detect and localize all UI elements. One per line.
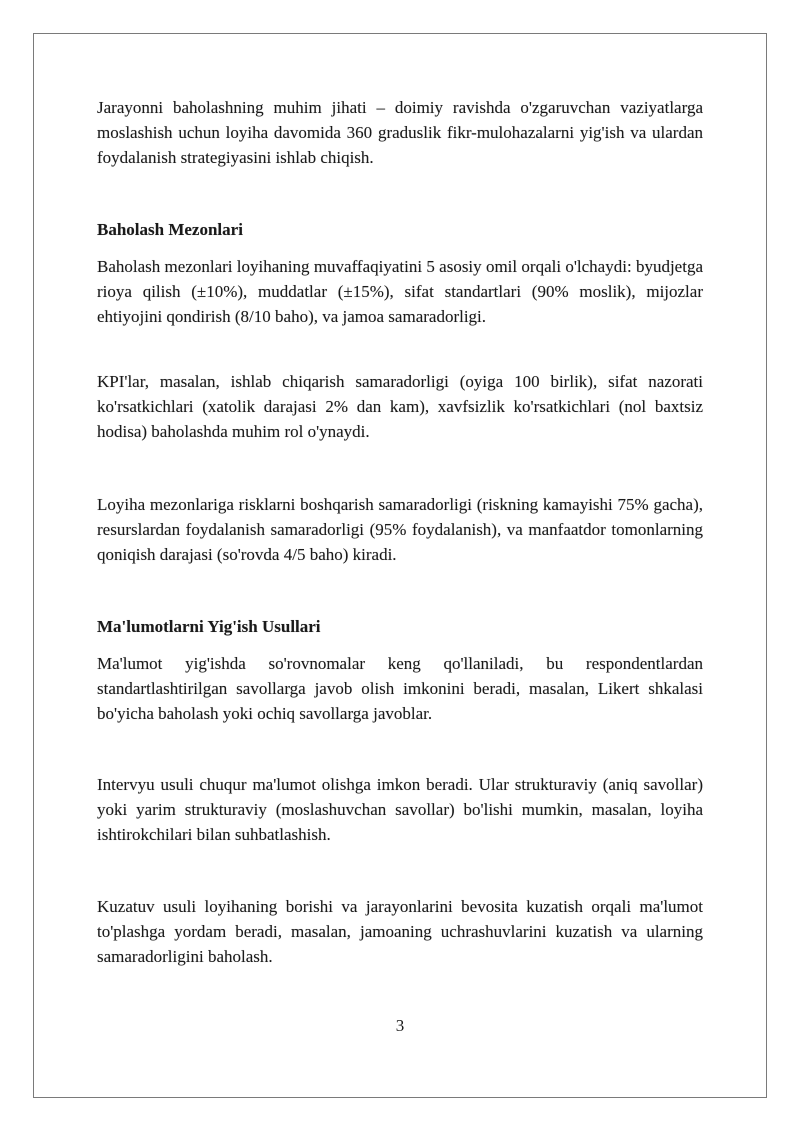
- paragraph-360-feedback: Jarayonni baholashning muhim jihati – doimiy ravishda o'zgaruvchan vaziyatlarga moslashish uchun loyiha davomida 360 graduslik fikr-mulohazalarni yig'ish va ulardan foydalanish strategiyasini ishlab chiqish.: [97, 98, 703, 167]
- page-content: [97, 95, 703, 969]
- paragraph-criteria: Baholash mezonlari loyihaning muvaffaqiyatini 5 asosiy omil orqali o'lchaydi: byudjetga rioya qilish (±10%), muddatlar (±15%), sifat standartlari (90% moslik), mijozlar ehtiyojini qondirish (8/10 baho), va jamoa samaradorligi.: [97, 257, 703, 326]
- paragraph-risk: Loyiha mezonlariga risklarni boshqarish samaradorligi (riskning kamayishi 75% gacha), resurslardan foydalanish samaradorligi (95% foydalanish), va manfaatdor tomonlarning qoniqish darajasi (so'rovda 4/5 baho) kiradi.: [97, 495, 703, 564]
- section-heading-evaluation-criteria: Baholash Mezonlari: [97, 220, 243, 239]
- paragraph-kpi: KPI'lar, masalan, ishlab chiqarish samaradorligi (oyiga 100 birlik), sifat nazorati ko'rsatkichlari (xatolik darajasi 2% dan kam), xavfsizlik ko'rsatkichlari (nol baxtsiz hodisa) baholashda muhim rol o'ynaydi.: [97, 372, 703, 441]
- paragraph-interviews: Intervyu usuli chuqur ma'lumot olishga imkon beradi. Ular strukturaviy (aniq savollar) yoki yarim strukturaviy (moslashuvchan savollar) bo'lishi mumkin, masalan, loyiha ishtirokchilari bilan suhbatlashish.: [97, 775, 703, 844]
- paragraph-observation: Kuzatuv usuli loyihaning borishi va jarayonlarini bevosita kuzatish orqali ma'lumot to'plashga yordam beradi, masalan, jamoaning uchrashuvlarini kuzatish va ularning samaradorligini baholash.: [97, 897, 703, 966]
- paragraph-surveys: Ma'lumot yig'ishda so'rovnomalar keng qo'llaniladi, bu respondentlardan standartlashtirilgan savollarga javob olish imkonini beradi, masalan, Likert shkalasi bo'yicha baholash yoki ochiq savollarga javoblar.: [97, 654, 703, 723]
- section-heading-data-collection: Ma'lumotlarni Yig'ish Usullari: [97, 617, 321, 636]
- page-number: 3: [395, 1016, 405, 1035]
